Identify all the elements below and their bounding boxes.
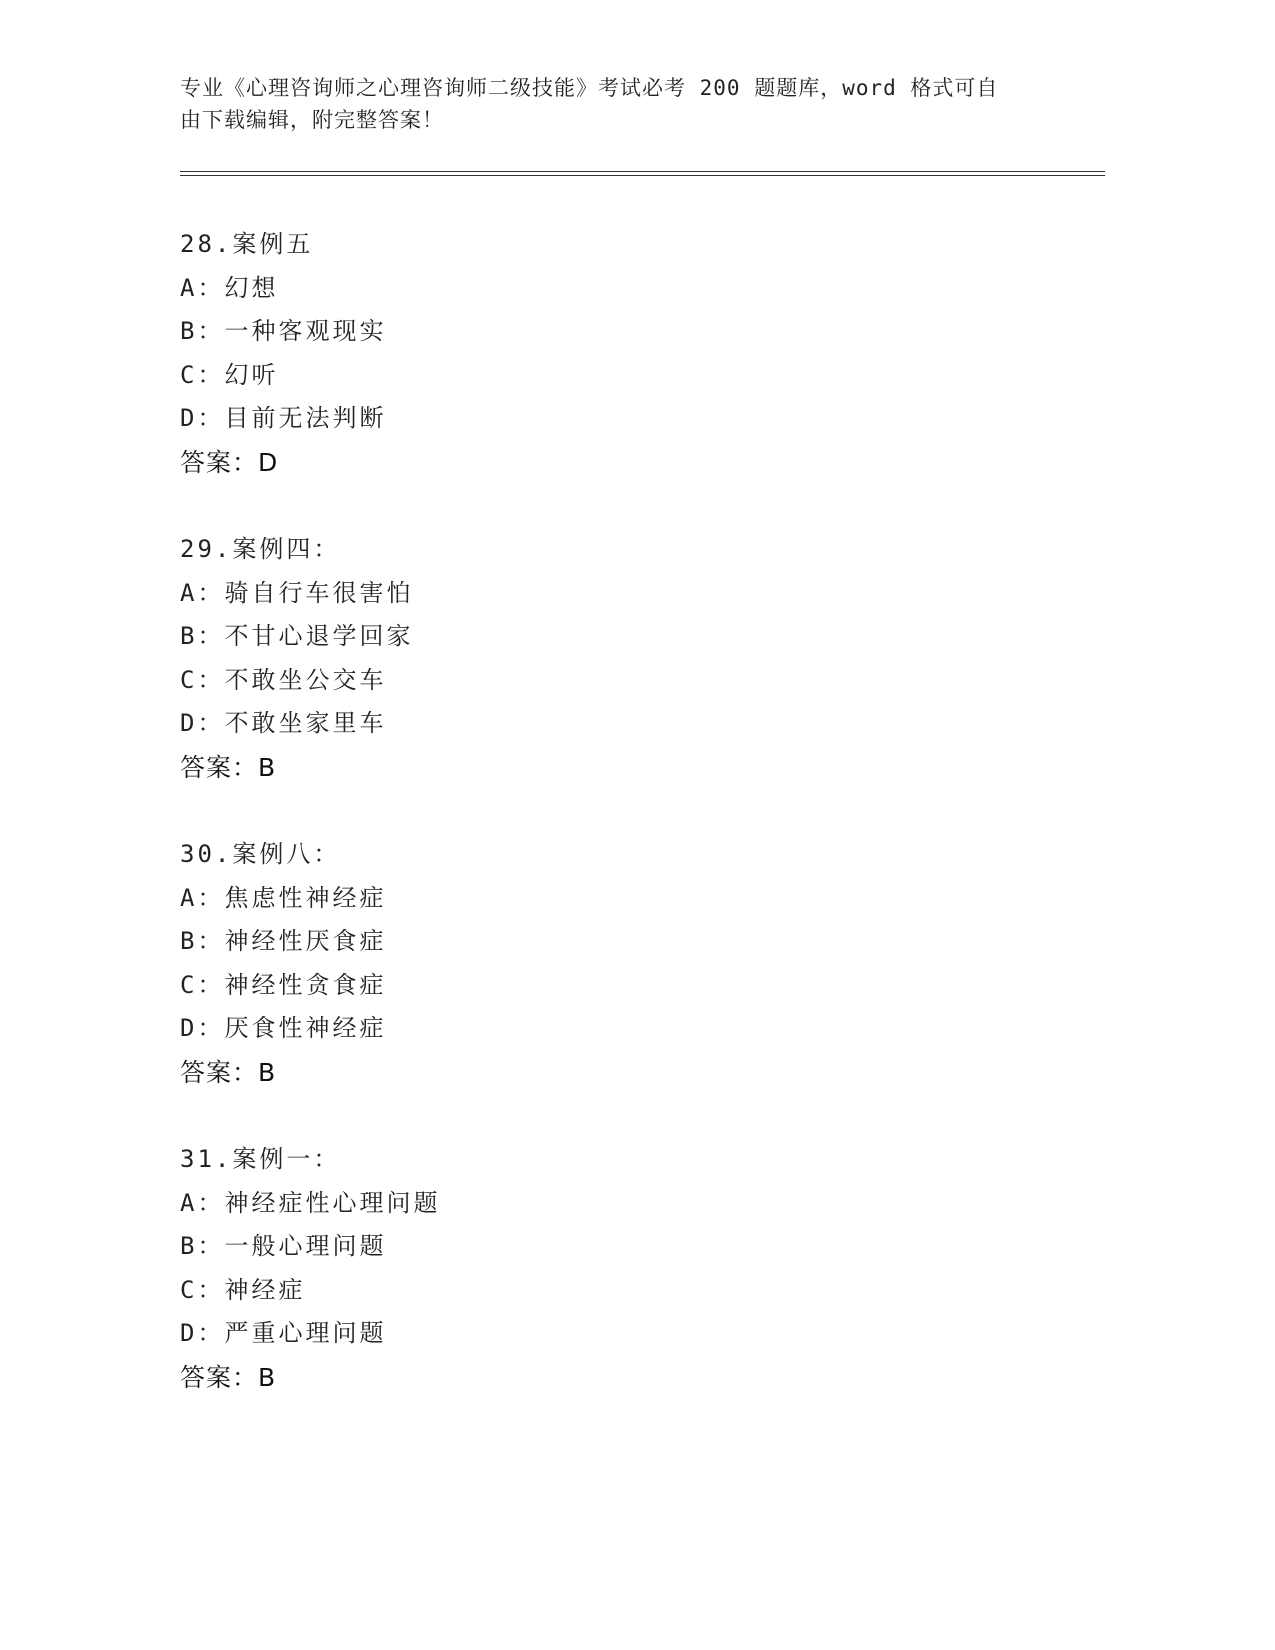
question-31 xyxy=(180,1138,1080,1400)
question-title: 30.案例八： xyxy=(180,840,341,868)
answer: 答案：B xyxy=(180,752,277,782)
option-d: D：厌食性神经症 xyxy=(180,1014,387,1043)
answer: 答案：D xyxy=(180,447,279,477)
option-d: D：严重心理问题 xyxy=(180,1319,387,1348)
option-b: B：神经性厌食症 xyxy=(180,927,387,956)
option-b: B：一般心理问题 xyxy=(180,1232,387,1261)
option-a: A：焦虑性神经症 xyxy=(180,883,387,912)
document-header xyxy=(180,72,1040,136)
question-28 xyxy=(180,223,1080,485)
option-d: D：不敢坐家里车 xyxy=(180,709,387,738)
header-divider-top xyxy=(180,171,1105,172)
option-d: D：目前无法判断 xyxy=(180,404,387,433)
answer: 答案：B xyxy=(180,1057,277,1087)
option-a: A：幻想 xyxy=(180,273,279,302)
option-b: B：一种客观现实 xyxy=(180,317,387,346)
header-line-2: 由下载编辑，附完整答案！ xyxy=(180,108,444,132)
option-a: A：骑自行车很害怕 xyxy=(180,578,414,607)
question-30 xyxy=(180,833,1080,1095)
option-b: B：不甘心退学回家 xyxy=(180,622,414,651)
option-a: A：神经症性心理问题 xyxy=(180,1188,441,1217)
question-title: 29.案例四： xyxy=(180,535,341,563)
question-29 xyxy=(180,528,1080,790)
option-c: C：不敢坐公交车 xyxy=(180,665,387,694)
question-title: 31.案例一： xyxy=(180,1145,341,1173)
option-c: C：神经性贪食症 xyxy=(180,970,387,999)
answer: 答案：B xyxy=(180,1362,277,1392)
header-divider-bottom xyxy=(180,175,1105,176)
option-c: C：神经症 xyxy=(180,1275,306,1304)
question-title: 28.案例五 xyxy=(180,230,314,258)
option-c: C：幻听 xyxy=(180,360,279,389)
header-line-1: 专业《心理咨询师之心理咨询师二级技能》考试必考 200 题题库，word 格式可自 xyxy=(180,76,999,100)
